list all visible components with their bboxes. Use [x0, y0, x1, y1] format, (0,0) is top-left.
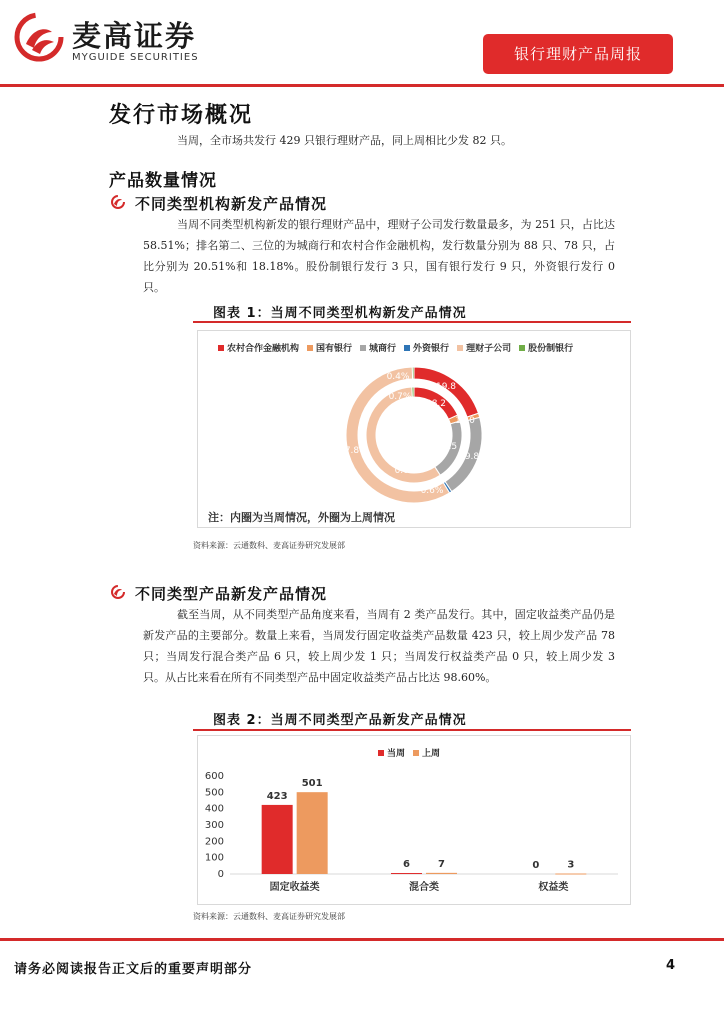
- bar-data-label: 0: [532, 860, 540, 871]
- outer-ring-slice: [346, 367, 450, 503]
- donut-data-label: 0.0%: [394, 466, 418, 476]
- legend-swatch: [404, 345, 410, 351]
- section-title: 发行市场概况: [109, 103, 254, 128]
- bar-data-label: 6: [403, 859, 410, 871]
- x-tick-label: 固定收益类: [269, 882, 320, 893]
- y-tick-label: 100: [204, 852, 224, 864]
- legend-label: 当周: [387, 749, 406, 759]
- logo-icon: [14, 12, 64, 62]
- figure2-divider: [193, 729, 631, 731]
- bar-data-label: 3: [567, 859, 575, 871]
- legend-swatch: [457, 345, 463, 351]
- part1-title: 不同类型机构新发产品情况: [135, 195, 328, 213]
- donut-data-label: 19.8: [435, 382, 457, 392]
- legend-label: 上周: [422, 749, 441, 759]
- bar: [555, 874, 586, 875]
- report-type-badge: 银行理财产品周报: [483, 34, 673, 74]
- figure2-title: 图表 2：当周不同类型产品新发产品情况: [213, 713, 467, 728]
- legend-swatch: [360, 345, 366, 351]
- legend-swatch: [218, 345, 224, 351]
- figure1-title: 图表 1：当周不同类型机构新发产品情况: [213, 306, 467, 321]
- logo-subtext: MYGUIDE SECURITIES: [72, 52, 199, 63]
- donut-data-label: 18.2: [425, 399, 447, 409]
- donut-data-label: 0: [469, 416, 475, 426]
- legend-label: 外资银行: [413, 344, 450, 354]
- logo-text: 麦高证券: [72, 19, 197, 53]
- figure1-chart: [197, 330, 631, 528]
- bar-chart: [198, 754, 630, 904]
- x-tick-label: 权益类: [538, 882, 569, 893]
- y-tick-label: 500: [204, 787, 224, 799]
- y-tick-label: 600: [204, 771, 224, 782]
- intro-paragraph: 当周，全市场共发行 429 只银行理财产品，同上周相比少发 82 只。: [177, 134, 512, 147]
- part2-paragraph: 截至当周，从不同类型产品角度来看，当周有 2 类产品发行。其中，固定收益类产品仍是新发产品的主要部分。数量上来看，当周发行固定收益类产品数量 423 只，较上周少发产品 78 只；当周发行混合类产品 6 只，较上周少发 1 只；当周发行权益类产品 0 只，较上周少发 3 只。从占比来看在所有不同类型产品中固定收益类产品占比达 98.60%。: [143, 608, 615, 684]
- bar-data-label: 423: [266, 790, 288, 802]
- page-number: 4: [666, 958, 676, 973]
- y-tick-label: 400: [204, 803, 224, 815]
- donut-data-label: 9.8: [464, 452, 480, 462]
- donut-data-label: 0.6%: [420, 486, 444, 496]
- part1-paragraph: 当周不同类型机构新发的银行理财产品中，理财子公司发行数量最多，为 251 只，占比达 58.51%；排名第二、三位的为城商行和农村合作金融机构，发行数量分别为 88 只、78 只，占比分别为 20.51%和 18.18%。股份制银行发行 3 只，国有银行发行 9 只，外资银行发行 0 只。: [143, 218, 615, 294]
- legend-swatch: [307, 345, 313, 351]
- bar-data-label: 501: [301, 778, 323, 790]
- legend-label: 城商行: [369, 344, 397, 354]
- subsection-title: 产品数量情况: [109, 171, 217, 191]
- figure1-divider: [193, 321, 631, 323]
- legend-label: 股份制银行: [528, 344, 574, 354]
- footer-disclaimer: 请务必阅读报告正文后的重要声明部分: [14, 962, 253, 977]
- page-header: [0, 0, 724, 90]
- y-tick-label: 0: [217, 869, 224, 880]
- donut-data-label: 0.4%: [386, 372, 410, 382]
- outer-ring-slice: [412, 367, 414, 379]
- legend-label: 理财子公司: [466, 344, 512, 354]
- header-divider: [0, 84, 724, 87]
- bullet-icon: [110, 194, 126, 210]
- y-tick-label: 300: [204, 820, 224, 831]
- donut-data-label: 1: [455, 416, 461, 426]
- legend-label: 国有银行: [316, 344, 353, 354]
- footer-divider: [0, 938, 724, 941]
- x-tick-label: 混合类: [409, 882, 439, 893]
- bar: [262, 805, 293, 874]
- figure2-chart: [197, 735, 631, 905]
- bar: [426, 873, 457, 874]
- bar: [297, 792, 328, 874]
- legend-swatch: [519, 345, 525, 351]
- y-tick-label: 200: [204, 836, 224, 848]
- donut-data-label: 0.5: [442, 442, 458, 452]
- bar: [391, 873, 422, 874]
- donut-chart: [198, 353, 630, 523]
- donut-data-label: 0.7%: [388, 392, 412, 402]
- bullet-icon: [110, 584, 126, 600]
- inner-ring-slice: [412, 387, 414, 397]
- chart-note: 注：内圈为当周情况，外圈为上周情况: [208, 511, 395, 524]
- part2-title: 不同类型产品新发产品情况: [135, 585, 328, 603]
- legend-label: 农村合作金融机构: [227, 344, 300, 354]
- figure2-source: 资料来源：云通数科、麦高证券研究发展部: [193, 912, 345, 921]
- donut-data-label: 7.8: [344, 446, 360, 456]
- bar-data-label: 7: [438, 858, 445, 870]
- figure1-source: 资料来源：云通数科、麦高证券研究发展部: [193, 541, 345, 550]
